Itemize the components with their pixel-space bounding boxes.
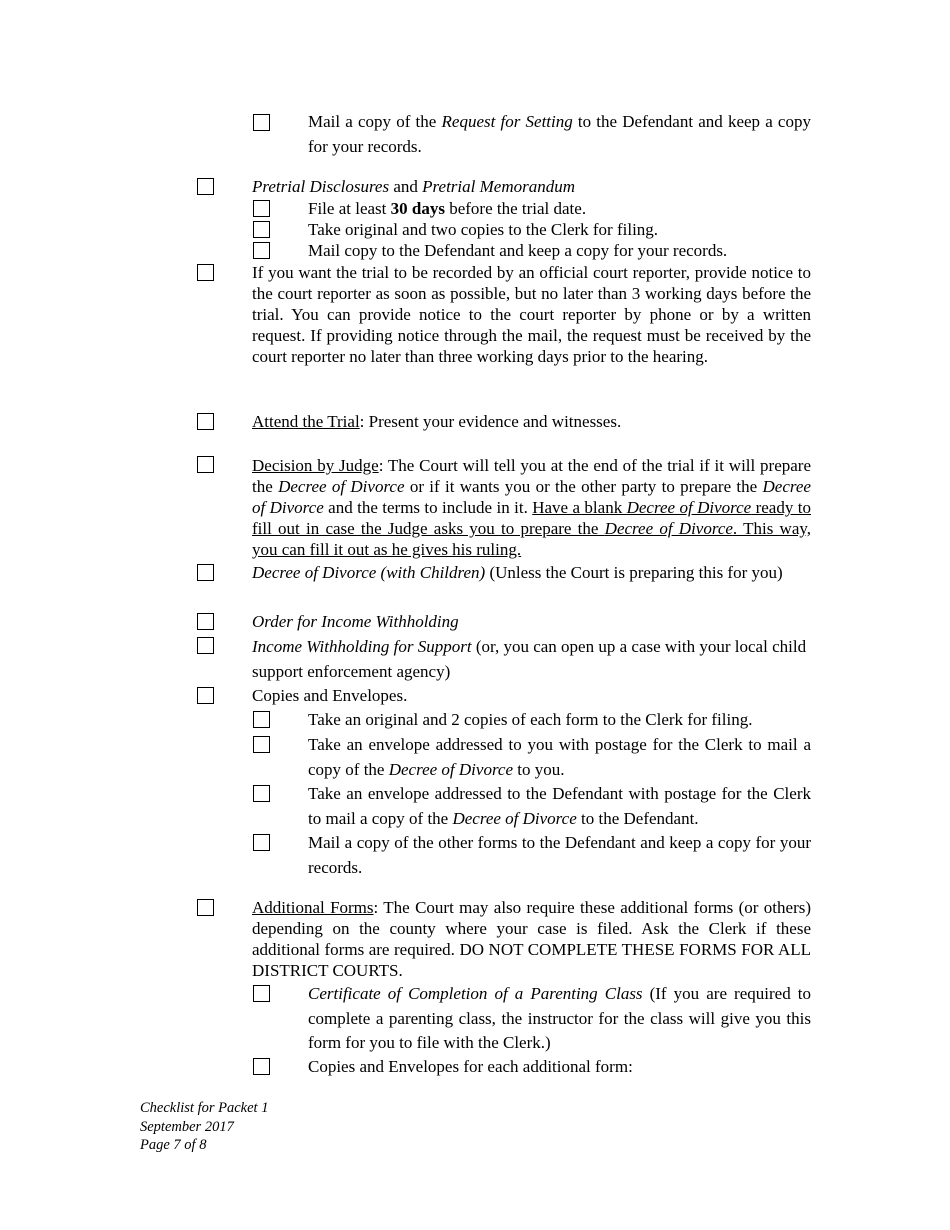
checkbox-pretrial-disclosures[interactable] — [197, 178, 214, 195]
checkbox-decree-of-divorce[interactable] — [197, 564, 214, 581]
checkbox-copies-additional-form[interactable] — [253, 1058, 270, 1075]
item-file-30-days: File at least 30 days before the trial date. — [308, 199, 587, 218]
item-attend-trial: Attend the Trial: Present your evidence and witnesses. — [252, 412, 622, 431]
checkbox-take-original-2-copies[interactable] — [253, 711, 270, 728]
checkbox-mail-copy-defendant[interactable] — [253, 242, 270, 259]
item-mail-request-for-setting: Mail a copy of the Request for Setting to the Defendant and keep a copy for your records. — [308, 112, 811, 156]
footer-checklist-title: Checklist for Packet 1 — [140, 1100, 269, 1116]
footer-page-number: Page 7 of 8 — [140, 1137, 207, 1153]
item-income-withholding-support: Income Withholding for Support (or, you can open up a case with your local child support enforcement agency) — [252, 637, 807, 681]
item-pretrial-disclosures: Pretrial Disclosures and Pretrial Memorandum — [252, 177, 575, 196]
item-envelope-to-defendant: Take an envelope addressed to the Defendant with postage for the Clerk to mail a copy of the Decree of Divorce to the Defendant. — [308, 784, 811, 828]
checkbox-mail-request-for-setting[interactable] — [253, 114, 270, 131]
checkbox-copies-and-envelopes[interactable] — [197, 687, 214, 704]
checkbox-court-reporter[interactable] — [197, 264, 214, 281]
item-take-original-2-copies: Take an original and 2 copies of each form to the Clerk for filing. — [308, 710, 753, 729]
item-order-income-withholding: Order for Income Withholding — [252, 612, 459, 631]
footer-date: September 2017 — [140, 1118, 234, 1135]
item-mail-copy-defendant: Mail copy to the Defendant and keep a copy for your records. — [308, 241, 728, 260]
checkbox-parenting-class[interactable] — [253, 985, 270, 1002]
item-take-original-two-copies: Take original and two copies to the Clerk for filing. — [308, 220, 659, 239]
item-parenting-class: Certificate of Completion of a Parenting Class (If you are required to complete a parenting class, the instructor for the class will give you this form for you to file with the Clerk.) — [308, 984, 811, 1052]
item-copies-and-envelopes: Copies and Envelopes. — [252, 686, 408, 705]
item-decree-of-divorce: Decree of Divorce (with Children) (Unless the Court is preparing this for you) — [252, 563, 783, 582]
checkbox-attend-trial[interactable] — [197, 413, 214, 430]
item-court-reporter: If you want the trial to be recorded by an official court reporter, provide notice to the court reporter as soon as possible, but no later than 3 working days before the trial. You can provide notice to the court reporter by phone or by a written request. If providing notice through the mail, the request must be received by the court reporter no later than three working days prior to the hearing. — [252, 263, 811, 366]
checkbox-decision-by-judge[interactable] — [197, 456, 214, 473]
item-additional-forms: Additional Forms: The Court may also require these additional forms (or others) depending on the county where your case is filed. Ask the Clerk if these additional forms are required. DO NOT COMPLETE THESE FORMS FOR ALL DISTRICT COURTS. — [252, 898, 812, 980]
page-footer — [140, 1099, 268, 1155]
checkbox-take-original-two-copies[interactable] — [253, 221, 270, 238]
checkbox-income-withholding-support[interactable] — [197, 637, 214, 654]
checkbox-envelope-to-you[interactable] — [253, 736, 270, 753]
item-envelope-to-you: Take an envelope addressed to you with postage for the Clerk to mail a copy of the Decree of Divorce to you. — [308, 735, 811, 779]
item-mail-other-forms: Mail a copy of the other forms to the Defendant and keep a copy for your records. — [308, 833, 811, 877]
item-decision-by-judge: Decision by Judge: The Court will tell you at the end of the trial if it will prepare the Decree of Divorce or if it wants you or the other party to prepare the Decree of Divorce and the terms to include in it. Have a blank Decree of Divorce ready to fill out in case the Judge asks you to prepare the Decree of Divorce. This way, you can fill it out as he gives his ruling. — [252, 456, 812, 559]
checkbox-mail-other-forms[interactable] — [253, 834, 270, 851]
checkbox-order-income-withholding[interactable] — [197, 613, 214, 630]
checkbox-envelope-to-defendant[interactable] — [253, 785, 270, 802]
checkbox-additional-forms[interactable] — [197, 899, 214, 916]
checkbox-file-30-days[interactable] — [253, 200, 270, 217]
item-copies-additional-form: Copies and Envelopes for each additional form: — [308, 1057, 633, 1076]
